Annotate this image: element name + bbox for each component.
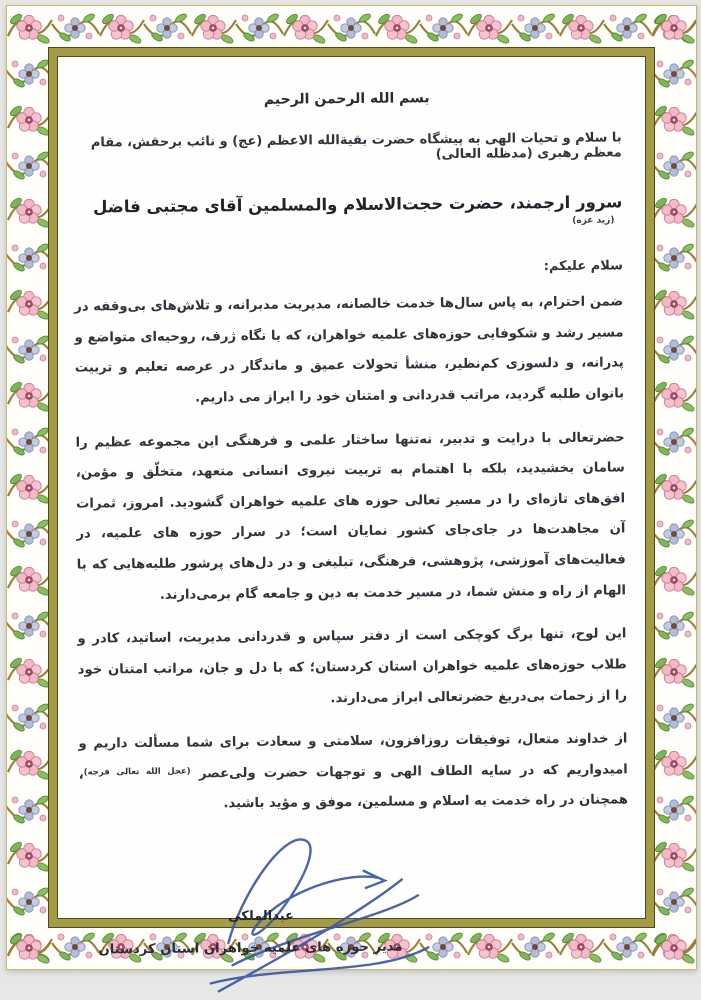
floral-border-top — [7, 6, 696, 50]
addressee-line — [73, 192, 622, 235]
closing-text-after: ، همچنان در راه خدمت به اسلام و مسلمین، موفق و مؤید باشید. — [78, 767, 629, 812]
letter-body — [56, 54, 647, 958]
signature-block — [79, 829, 630, 994]
greeting-line: سلام علیکم: — [543, 258, 623, 275]
signature-scrawl — [165, 823, 497, 996]
closing-text-before: از خداوند متعال، توفیقات روزافزون، سلامتی و سعادت برای شما مسألت داریم و امیدواریم که در سایه الطاف الهی و توجهات حضرت ولی‌عصر — [78, 731, 628, 782]
salutation-line: با سلام و تحیات الهی به پیشگاه حضرت بقیة‌الله الاعظم (عج) و نائب برحقش، مقام معظم رهبری (مدظله العالی) — [90, 130, 622, 163]
floral-border-left — [7, 6, 51, 969]
closing-honorific-small: (عجل الله تعالی فرجه) — [83, 766, 191, 778]
paragraph-achievements: حضرتعالی با درایت و تدبیر، نه‌تنها ساختار علمی و فرهنگی این مجموعه عظیم را سامان بخشیدید، بلکه با اهتمام به تربیت نیروی انسانی متعهد، متخلّق و مؤمن، افق‌های تازه‌ای را در مسیر تعالی حوزه های علمیه خواهران گشودید. امروز، ثمرات آن مجاهدت‌ها در جای‌جای کشور نمایان است؛ در سرار حوزه های علمیه، در فعالیت‌های آموزشی، پژوهشی، فرهنگی، تبلیغی و در دل‌های پرشور طلبه‌هایی که با الهام از راه و منش شما، در مسیر خدمت به دین و جامعه گام برمی‌دارند. — [75, 429, 627, 603]
floral-border-right — [652, 6, 696, 969]
signer-name: عبدالملکی — [228, 908, 294, 925]
letter-document — [6, 5, 697, 970]
addressee-title: سرور ارجمند، حضرت حجت‌الاسلام والمسلمین آقای مجتبی فاضل — [93, 192, 623, 217]
paragraph-appreciation: ضمن احترام، به پاس سال‌ها خدمت خالصانه، مدیریت مدبرانه، و تلاش‌های بی‌وقفه در مسیر رشد و شکوفایی حوزه‌های علمیه خواهران، که با نگاه ژرف، روحیه‌ای متواضع و پدرانه، و دلسوزی کم‌نظیر، منشأ تحولات عمیق و ماندگار در عرصه تعلیم و تربیت بانوان طلبه گردید، مراتب قدردانی و امتنان خود را ابراز می داریم. — [74, 294, 625, 406]
signer-title: مدیر حوزه های علمیه خواهران استان کردستان — [98, 939, 403, 958]
bismillah-line: بسم الله الرحمن الرحیم — [263, 90, 430, 108]
paragraph-closing-prayer — [78, 724, 628, 821]
addressee-honorific: (زید عزه) — [572, 215, 615, 226]
paragraph-plaque: این لوح، تنها برگ کوچکی است از دفتر سپاس و قدردانی مدیریت، اساتید، کادر و طلاب حوزه‌های علمیه خواهران استان کردستان؛ که با دل و جان، مراتب امتنان خود را از زحمات بی‌دریغ حضرتعالی ابراز می‌دارند. — [77, 626, 628, 706]
